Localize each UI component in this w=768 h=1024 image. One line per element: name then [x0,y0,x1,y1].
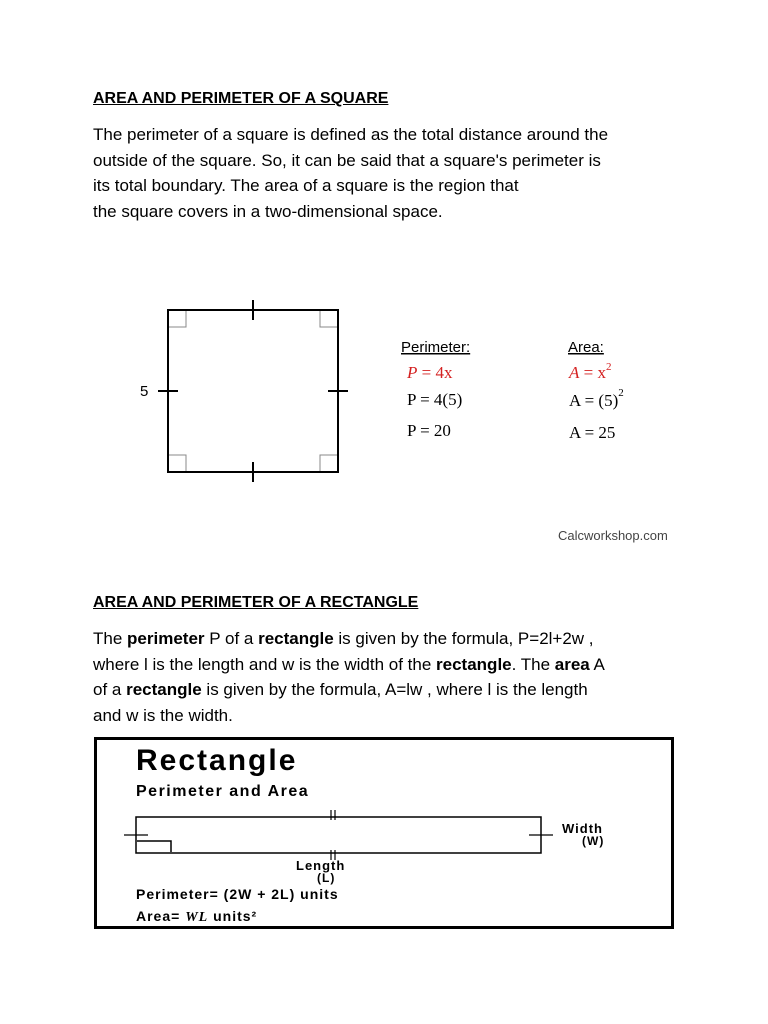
side-length-label: 5 [140,383,149,400]
perimeter-step: P = 4(5) [407,390,463,409]
rectangle-figure-title: Rectangle [136,744,298,777]
section-heading-square: AREA AND PERIMETER OF A SQUARE [93,90,389,107]
square-figure [120,290,700,550]
credit-text: Calcworkshop.com [558,528,668,543]
area-step: $A = (5)^2$ [569,387,624,410]
square-description-line: the square covers in a two-dimensional space. [93,201,443,221]
right-angle-marks [169,311,337,471]
rectangle-description-line: and w is the width. [93,705,233,725]
length-abbr: (L) [317,871,336,885]
rectangle-description-line: where l is the length and w is the width of the rectangle. The area A [93,654,605,674]
square-description [93,122,683,224]
perimeter-result: P = 20 [407,421,451,440]
square-diagram [120,290,700,550]
square-description-line: its total boundary. The area of a square is the region that [93,176,519,195]
perimeter-title: Perimeter: [401,339,471,356]
square-description-line: The perimeter of a square is defined as the total distance around the [93,125,609,144]
square-description-line: outside of the square. So, it can be said that a square's perimeter is [93,150,601,170]
rectangle-description-line: of a rectangle is given by the formula, A=lw , where l is the length [93,680,588,699]
rectangle-area-formula: Area= WL units² [136,908,258,925]
section-heading-rectangle: AREA AND PERIMETER OF A RECTANGLE [93,594,419,611]
rectangle-description-line: The perimeter P of a rectangle is given by the formula, P=2l+2w , [93,629,594,648]
width-label: Width [562,821,603,836]
perimeter-formula: P = 4x [407,363,453,382]
length-label: Length [296,858,346,873]
rectangle-diagram [94,737,674,929]
rectangle-figure-subtitle: Perimeter and Area [136,783,310,800]
area-title: Area: [568,339,604,356]
rectangle-figure [94,737,674,929]
rectangle-perimeter-formula: Perimeter= (2W + 2L) units [136,886,339,902]
width-abbr: (W) [582,834,605,848]
square-shape [168,310,338,472]
area-result: A = 25 [569,423,616,442]
area-formula: $A = x^2$ [569,361,612,382]
rectangle-description [93,626,683,728]
